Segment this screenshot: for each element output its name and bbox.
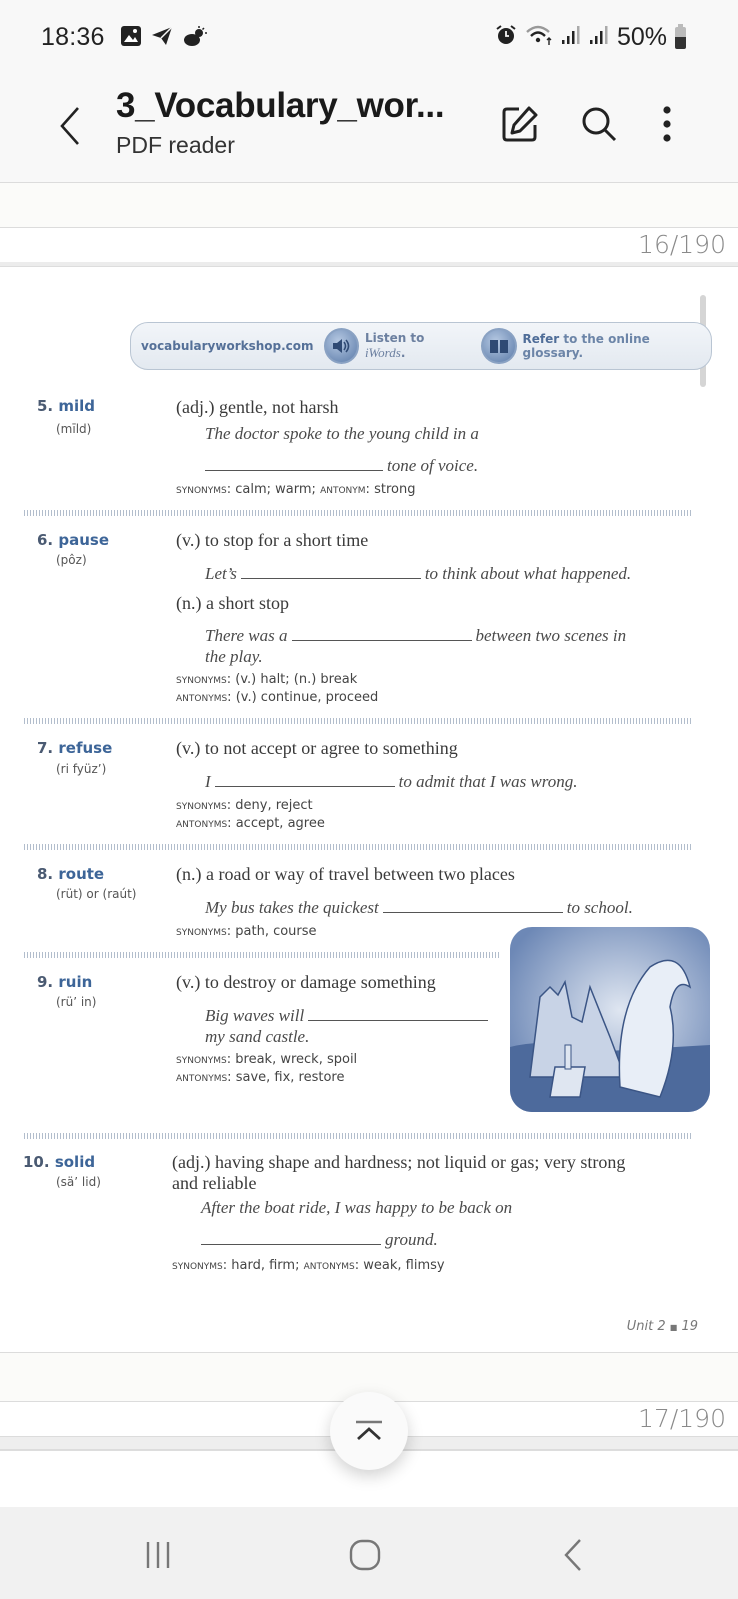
more-options-icon <box>662 106 672 142</box>
entry-example: Let’s to think about what happened. <box>205 564 632 583</box>
fill-blank[interactable] <box>308 1020 488 1021</box>
entry-synonyms: synonyms: hard, firm; antonyms: weak, flimsy <box>172 1258 445 1273</box>
status-time: 18:36 <box>41 23 105 51</box>
pdf-page <box>0 266 738 1352</box>
entry-headword: 8. route <box>37 865 105 883</box>
banner-refer: Refer to the online glossary. <box>522 332 650 360</box>
signal-icon <box>589 24 609 51</box>
entry-synonyms: synonyms: path, course <box>176 924 317 939</box>
pdf-viewer[interactable] <box>0 182 738 1507</box>
recent-apps-icon <box>143 1540 173 1570</box>
entry-example: The doctor spoke to the young child in a <box>205 424 479 443</box>
fill-blank[interactable] <box>383 912 563 913</box>
system-back-button[interactable] <box>543 1535 603 1575</box>
entry-divider <box>24 844 692 850</box>
entry-pronunciation: (sä’ lid) <box>56 1175 101 1189</box>
entry-divider <box>24 510 692 516</box>
entry-synonyms: synonyms: calm; warm; antonym: strong <box>176 482 416 497</box>
entry-definition: (n.) a short stop <box>176 593 289 613</box>
entry-synonyms: synonyms: (v.) halt; (n.) break antonyms: (v.) continue, proceed <box>176 672 379 705</box>
weather-icon <box>182 25 208 52</box>
fill-blank[interactable] <box>241 578 421 579</box>
home-button[interactable] <box>335 1535 395 1575</box>
entry-pronunciation: (pôz) <box>56 553 87 567</box>
system-nav-bar <box>0 1507 738 1599</box>
search-button[interactable] <box>575 100 623 148</box>
chevron-left-icon <box>58 106 82 146</box>
wifi-icon <box>525 24 553 51</box>
entry-definition: (v.) to destroy or damage something <box>176 972 436 992</box>
entry-divider <box>24 718 692 724</box>
more-options-button[interactable] <box>643 100 691 148</box>
entry-example: After the boat ride, I was happy to be back on <box>201 1198 513 1217</box>
gallery-icon <box>120 25 142 52</box>
entry-headword: 7. refuse <box>37 739 113 757</box>
status-bar <box>0 0 738 78</box>
banner-listen: Listen to iWords. <box>364 331 425 360</box>
entry-definition: (adj.) gentle, not harsh <box>176 397 339 417</box>
entry-divider <box>24 1133 692 1139</box>
fill-blank[interactable] <box>201 1244 381 1245</box>
edit-icon <box>501 105 539 143</box>
entry-pronunciation: (ri fyüz’) <box>56 762 107 776</box>
fill-blank[interactable] <box>215 786 395 787</box>
entry-definition: (adj.) having shape and hardness; not liquid or gas; very strong and reliable <box>172 1152 626 1193</box>
recent-apps-button[interactable] <box>128 1535 188 1575</box>
home-icon <box>348 1538 382 1572</box>
entry-definition: (n.) a road or way of travel between two places <box>176 864 515 884</box>
entry-example: There was a between two scenes in the play. <box>205 626 627 666</box>
entry-divider <box>24 952 500 958</box>
entry-headword: 9. ruin <box>37 973 93 991</box>
entry-example: My bus takes the quickest to school. <box>205 898 633 917</box>
entry-definition: (v.) to stop for a short time <box>176 530 369 550</box>
entry-synonyms: synonyms: deny, reject antonyms: accept, agree <box>176 798 325 831</box>
banner-site: vocabularyworkshop.com <box>141 339 314 353</box>
entry-headword: 10. solid <box>23 1153 96 1171</box>
entry-example-line2: tone of voice. <box>205 455 478 476</box>
page-indicator-next: 17/190 <box>638 1404 726 1433</box>
entry-definition: (v.) to not accept or agree to something <box>176 738 458 758</box>
scroll-to-top-icon <box>354 1419 384 1443</box>
battery-icon <box>675 27 686 49</box>
book-icon <box>481 328 516 364</box>
alarm-icon <box>495 24 517 51</box>
resource-banner <box>130 322 712 370</box>
entry-headword: 5. mild <box>37 397 96 415</box>
entry-synonyms: synonyms: break, wreck, spoil antonyms: save, fix, restore <box>176 1052 358 1085</box>
back-button[interactable] <box>50 100 90 152</box>
app-subtitle: PDF reader <box>116 132 235 158</box>
app-header <box>0 78 738 182</box>
entry-example: Big waves will my sand castle. <box>205 1005 492 1047</box>
sand-castle-wave-illustration <box>510 927 710 1112</box>
entry-example: I to admit that I was wrong. <box>205 772 578 791</box>
speaker-icon <box>324 328 359 364</box>
fill-blank[interactable] <box>292 640 472 641</box>
search-icon <box>580 105 618 143</box>
entry-pronunciation: (rü’ in) <box>56 995 97 1009</box>
entry-headword: 6. pause <box>37 531 110 549</box>
edit-button[interactable] <box>496 100 544 148</box>
signal-icon <box>561 24 581 51</box>
battery-percentage: 50% <box>616 23 667 51</box>
entry-pronunciation: (mīld) <box>56 422 92 436</box>
entry-example-line2: ground. <box>201 1229 438 1250</box>
telegram-icon <box>150 25 174 52</box>
document-title: 3_Vocabulary_wor... <box>116 86 445 125</box>
page-indicator-bar <box>0 228 738 262</box>
previous-page-bottom <box>0 182 738 228</box>
scroll-to-top-button[interactable] <box>330 1392 408 1470</box>
fill-blank[interactable] <box>205 470 383 471</box>
page-indicator-current: 16/190 <box>638 230 726 259</box>
back-icon <box>562 1538 584 1572</box>
page-footer: Unit 2 ■ 19 <box>626 1319 698 1334</box>
entry-pronunciation: (rüt) or (raút) <box>56 887 137 901</box>
